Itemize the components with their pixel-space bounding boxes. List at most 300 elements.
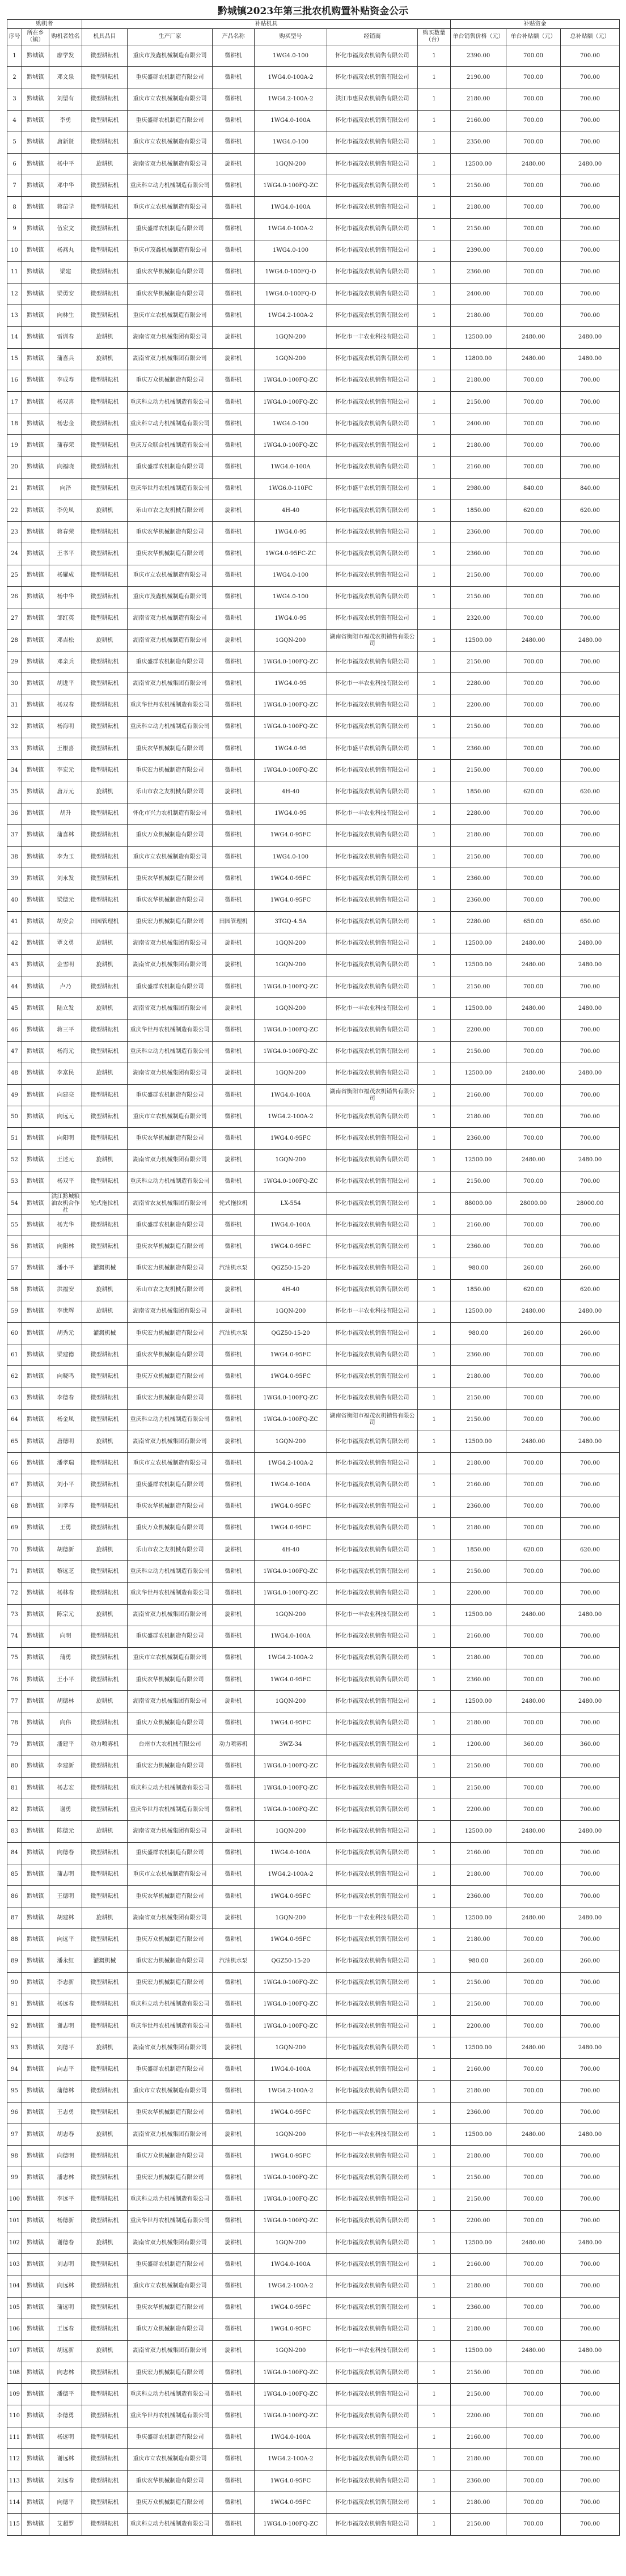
manufacturer-cell: 重庆市立农机械制造有限公司 [128, 2080, 213, 2102]
quantity-cell: 1 [418, 652, 451, 673]
unit-price-cell: 2200.00 [451, 1583, 506, 1604]
manufacturer-cell: 湖南省双力机械集团有限公司 [128, 348, 213, 370]
model-cell: 1WG4.0-100FQ-ZC [255, 1041, 327, 1063]
machine-category-cell: 微型耕耘机 [82, 2384, 128, 2405]
buyer-name-cell: 蒲远明 [49, 2297, 82, 2319]
product-name-cell: 旋耕机 [213, 1149, 255, 1171]
quantity-cell: 1 [418, 67, 451, 88]
table-row [7, 586, 620, 608]
buyer-name-cell: 邓亲兵 [49, 652, 82, 673]
quantity-cell: 1 [418, 435, 451, 456]
total-subsidy-cell: 2480.00 [561, 1431, 620, 1453]
product-name-cell: 微耕机 [213, 218, 255, 240]
table-row [7, 1929, 620, 1951]
product-name-cell: 微耕机 [213, 1842, 255, 1864]
township-cell: 黔城镇 [22, 846, 49, 868]
product-name-cell: 微耕机 [213, 652, 255, 673]
dealer-cell: 怀化市福茂农机销售有限公司 [327, 2146, 418, 2167]
dealer-cell: 怀化市一丰农业科技有限公司 [327, 1604, 418, 1626]
total-subsidy-cell: 700.00 [561, 132, 620, 153]
manufacturer-cell: 重庆农华机械制造有限公司 [128, 868, 213, 890]
quantity-cell: 1 [418, 1496, 451, 1517]
page-title: 黔城镇2023年第三批农机购置补贴资金公示 [217, 6, 409, 17]
table-row [7, 2427, 620, 2448]
buyer-name-cell: 向林生 [49, 305, 82, 327]
table-row [7, 695, 620, 716]
model-cell: 1WG4.2-100A-2 [255, 2448, 327, 2470]
table-row [7, 2362, 620, 2384]
buyer-name-cell: 蒲志明 [49, 1864, 82, 1885]
row-index-cell: 62 [7, 1366, 22, 1388]
product-name-cell: 微耕机 [213, 2492, 255, 2514]
table-row [7, 110, 620, 132]
product-name-cell: 微耕机 [213, 2254, 255, 2275]
unit-price-cell: 2150.00 [451, 1041, 506, 1063]
product-name-cell: 田园管理机 [213, 911, 255, 933]
township-cell: 黔城镇 [22, 652, 49, 673]
total-subsidy-cell: 700.00 [561, 716, 620, 738]
dealer-cell: 怀化市福茂农机销售有限公司 [327, 976, 418, 998]
township-cell: 黔城镇 [22, 2297, 49, 2319]
quantity-cell: 1 [418, 2254, 451, 2275]
table-row [7, 1994, 620, 2015]
quantity-cell: 1 [418, 2102, 451, 2124]
row-index-cell: 103 [7, 2254, 22, 2275]
total-subsidy-cell: 700.00 [561, 240, 620, 261]
machine-category-cell: 微型耕耘机 [82, 2471, 128, 2492]
manufacturer-cell: 重庆宏力机械制造有限公司 [128, 1258, 213, 1279]
unit-subsidy-cell: 700.00 [506, 2254, 561, 2275]
manufacturer-cell: 湖南省双力机械集团有限公司 [128, 2340, 213, 2362]
township-cell: 黔城镇 [22, 1929, 49, 1951]
unit-price-cell: 2160.00 [451, 1215, 506, 1236]
total-subsidy-cell: 700.00 [561, 1561, 620, 1583]
model-cell: 1WG4.0-100FQ-D [255, 261, 327, 283]
model-cell: 1WG4.0-100FQ-ZC [255, 2210, 327, 2232]
manufacturer-cell: 重庆万众机械制造有限公司 [128, 1366, 213, 1388]
quantity-cell: 1 [418, 954, 451, 976]
buyer-name-cell: 刘小平 [49, 1474, 82, 1496]
unit-subsidy-cell: 700.00 [506, 1496, 561, 1517]
quantity-cell: 1 [418, 998, 451, 1020]
buyer-name-cell: 向福晓 [49, 456, 82, 478]
township-cell: 黔城镇 [22, 1388, 49, 1409]
total-subsidy-cell: 2480.00 [561, 2340, 620, 2362]
manufacturer-cell: 重庆盛群农机制造有限公司 [128, 2059, 213, 2080]
manufacturer-cell: 重庆市立农机械制造有限公司 [128, 565, 213, 586]
quantity-cell: 1 [418, 45, 451, 67]
machine-category-cell: 微型耕耘机 [82, 543, 128, 565]
total-subsidy-cell: 700.00 [561, 1106, 620, 1128]
buyer-name-cell: 王志勇 [49, 2102, 82, 2124]
total-subsidy-cell: 2480.00 [561, 2232, 620, 2253]
unit-price-cell: 2150.00 [451, 716, 506, 738]
dealer-cell: 怀化市福茂农机销售有限公司 [327, 586, 418, 608]
table-row [7, 1604, 620, 1626]
township-cell: 黔城镇 [22, 543, 49, 565]
total-subsidy-cell: 700.00 [561, 456, 620, 478]
manufacturer-cell: 重庆市立农机械制造有限公司 [128, 197, 213, 218]
product-name-cell: 微耕机 [213, 2102, 255, 2124]
dealer-cell: 湖南省衡阳市福茂农机销售有限公司 [327, 1085, 418, 1106]
total-subsidy-cell: 700.00 [561, 110, 620, 132]
dealer-cell: 怀化市福茂农机销售有限公司 [327, 933, 418, 954]
model-cell: 1WG4.0-95 [255, 608, 327, 629]
unit-subsidy-cell: 700.00 [506, 2210, 561, 2232]
buyer-name-cell: 向阳明 [49, 1128, 82, 1149]
unit-price-cell: 2360.00 [451, 738, 506, 760]
model-cell: 1WG4.0-100 [255, 586, 327, 608]
unit-subsidy-cell: 700.00 [506, 1474, 561, 1496]
total-subsidy-cell: 700.00 [561, 1041, 620, 1063]
total-subsidy-cell: 700.00 [561, 586, 620, 608]
township-cell: 黔城镇 [22, 1604, 49, 1626]
dealer-cell: 怀化市福茂农机销售有限公司 [327, 218, 418, 240]
table-row [7, 1864, 620, 1885]
quantity-cell: 1 [418, 110, 451, 132]
manufacturer-cell: 重庆科立动力机械制造有限公司 [128, 392, 213, 413]
column-header: 购买数量（台） [418, 29, 451, 45]
unit-price-cell: 88000.00 [451, 1192, 506, 1214]
township-cell: 黔城镇 [22, 522, 49, 543]
unit-price-cell: 2150.00 [451, 1409, 506, 1431]
buyer-name-cell: 洪福安 [49, 1279, 82, 1301]
unit-subsidy-cell: 260.00 [506, 1258, 561, 1279]
township-cell: 黔城镇 [22, 1583, 49, 1604]
machine-category-cell: 微型耕耘机 [82, 652, 128, 673]
machine-category-cell: 微型耕耘机 [82, 1561, 128, 1583]
unit-price-cell: 2160.00 [451, 1626, 506, 1647]
quantity-cell: 1 [418, 1106, 451, 1128]
row-index-cell: 49 [7, 1085, 22, 1106]
manufacturer-cell: 重庆市立农机械制造有限公司 [128, 1106, 213, 1128]
manufacturer-cell: 重庆农华机械制造有限公司 [128, 261, 213, 283]
total-subsidy-cell: 700.00 [561, 1778, 620, 1799]
total-subsidy-cell: 700.00 [561, 543, 620, 565]
product-name-cell: 旋耕机 [213, 500, 255, 521]
unit-subsidy-cell: 2480.00 [506, 1431, 561, 1453]
table-row [7, 1020, 620, 1041]
buyer-name-cell: 蒋三平 [49, 1020, 82, 1041]
row-index-cell: 74 [7, 1626, 22, 1647]
dealer-cell: 怀化市福茂农机销售有限公司 [327, 1929, 418, 1951]
township-cell: 黔城镇 [22, 1258, 49, 1279]
quantity-cell: 1 [418, 478, 451, 500]
manufacturer-cell: 重庆市立农机械制造有限公司 [128, 1453, 213, 1474]
machine-category-cell: 微型耕耘机 [82, 2146, 128, 2167]
buyer-name-cell: 杨德新 [49, 2210, 82, 2232]
buyer-name-cell: 李成寿 [49, 370, 82, 391]
machine-category-cell: 微型耕耘机 [82, 716, 128, 738]
row-index-cell: 93 [7, 2037, 22, 2059]
table-row [7, 2471, 620, 2492]
dealer-cell: 怀化市福茂农机销售有限公司 [327, 1885, 418, 1907]
machine-category-cell: 微型耕耘机 [82, 695, 128, 716]
product-name-cell: 微耕机 [213, 1409, 255, 1431]
buyer-name-cell: 伍宏文 [49, 218, 82, 240]
township-cell: 黔城镇 [22, 824, 49, 846]
township-cell: 黔城镇 [22, 2254, 49, 2275]
model-cell: 1GQN-200 [255, 933, 327, 954]
unit-subsidy-cell: 700.00 [506, 284, 561, 305]
dealer-cell: 怀化市福茂农机销售有限公司 [327, 2448, 418, 2470]
row-index-cell: 90 [7, 1972, 22, 1994]
product-name-cell: 微耕机 [213, 1517, 255, 1539]
model-cell: 1WG4.0-100 [255, 565, 327, 586]
unit-subsidy-cell: 700.00 [506, 1517, 561, 1539]
manufacturer-cell: 乐山市农之友机械有限公司 [128, 781, 213, 803]
quantity-cell: 1 [418, 153, 451, 175]
total-subsidy-cell: 700.00 [561, 522, 620, 543]
product-name-cell: 微耕机 [213, 1626, 255, 1647]
manufacturer-cell: 重庆盛群农机制造有限公司 [128, 1842, 213, 1864]
township-cell: 黔城镇 [22, 327, 49, 348]
dealer-cell: 怀化市福茂农机销售有限公司 [327, 1821, 418, 1842]
township-cell: 黔城镇 [22, 2275, 49, 2297]
table-row [7, 1539, 620, 1560]
township-cell: 黔城镇 [22, 2232, 49, 2253]
product-name-cell: 微耕机 [213, 1778, 255, 1799]
manufacturer-cell: 重庆农华机械制造有限公司 [128, 2102, 213, 2124]
product-name-cell: 旋耕机 [213, 1301, 255, 1322]
buyer-name-cell: 刘孝春 [49, 1496, 82, 1517]
unit-subsidy-cell: 700.00 [506, 456, 561, 478]
product-name-cell: 微耕机 [213, 88, 255, 110]
dealer-cell: 怀化市福茂农机销售有限公司 [327, 760, 418, 781]
machine-category-cell: 微型耕耘机 [82, 868, 128, 890]
buyer-name-cell: 杨双喜 [49, 392, 82, 413]
table-row [7, 1799, 620, 1821]
table-row [7, 2102, 620, 2124]
quantity-cell: 1 [418, 1842, 451, 1864]
product-name-cell: 微耕机 [213, 695, 255, 716]
manufacturer-cell: 重庆科立动力机械制造有限公司 [128, 1171, 213, 1192]
buyer-name-cell: 蒋春荣 [49, 522, 82, 543]
unit-price-cell: 2200.00 [451, 2210, 506, 2232]
document [7, 3, 619, 2536]
product-name-cell: 微耕机 [213, 45, 255, 67]
table-row [7, 1236, 620, 1258]
manufacturer-cell: 重庆科立动力机械制造有限公司 [128, 716, 213, 738]
township-cell: 黔城镇 [22, 240, 49, 261]
total-subsidy-cell: 2480.00 [561, 2037, 620, 2059]
unit-price-cell: 2400.00 [451, 413, 506, 435]
dealer-cell: 怀化市福茂农机销售有限公司 [327, 2037, 418, 2059]
manufacturer-cell: 湖南省双力机械集团有限公司 [128, 2037, 213, 2059]
product-name-cell: 旋耕机 [213, 781, 255, 803]
township-cell: 黔城镇 [22, 2016, 49, 2037]
quantity-cell: 1 [418, 1020, 451, 1041]
row-index-cell: 40 [7, 890, 22, 911]
machine-category-cell: 微型耕耘机 [82, 1517, 128, 1539]
quantity-cell: 1 [418, 2037, 451, 2059]
model-cell: 1WG4.0-100FQ-ZC [255, 1972, 327, 1994]
buyer-name-cell: 梁勇安 [49, 284, 82, 305]
model-cell: 1WG4.0-95FC [255, 2102, 327, 2124]
row-index-cell: 76 [7, 1669, 22, 1691]
machine-category-cell: 微型耕耘机 [82, 1778, 128, 1799]
machine-category-cell: 微型耕耘机 [82, 88, 128, 110]
township-cell: 黔城镇 [22, 1236, 49, 1258]
total-subsidy-cell: 260.00 [561, 1323, 620, 1344]
row-index-cell: 96 [7, 2102, 22, 2124]
township-cell: 黔城镇 [22, 716, 49, 738]
row-index-cell: 66 [7, 1453, 22, 1474]
manufacturer-cell: 重庆万众联合机械制造有限公司 [128, 435, 213, 456]
manufacturer-cell: 湖南省双力机械集团有限公司 [128, 933, 213, 954]
row-index-cell: 77 [7, 1691, 22, 1712]
row-index-cell: 53 [7, 1171, 22, 1192]
row-index-cell: 86 [7, 1885, 22, 1907]
unit-subsidy-cell: 700.00 [506, 1344, 561, 1366]
row-index-cell: 42 [7, 933, 22, 954]
unit-subsidy-cell: 700.00 [506, 2275, 561, 2297]
table-row [7, 911, 620, 933]
manufacturer-cell: 重庆盛群农机制造有限公司 [128, 652, 213, 673]
unit-price-cell: 2360.00 [451, 2297, 506, 2319]
buyer-name-cell: 王远春 [49, 2319, 82, 2340]
township-cell: 黔城镇 [22, 1301, 49, 1322]
buyer-name-cell: 向德明 [49, 2146, 82, 2167]
dealer-cell: 怀化市福茂农机销售有限公司 [327, 2427, 418, 2448]
column-header-row [7, 29, 620, 45]
unit-price-cell: 2160.00 [451, 2254, 506, 2275]
row-index-cell: 7 [7, 175, 22, 197]
table-row [7, 2232, 620, 2253]
unit-price-cell: 2180.00 [451, 2319, 506, 2340]
machine-category-cell: 微型耕耘机 [82, 2102, 128, 2124]
total-subsidy-cell: 700.00 [561, 1344, 620, 1366]
buyer-name-cell: 蒋苗学 [49, 197, 82, 218]
township-cell: 黔城镇 [22, 1864, 49, 1885]
total-subsidy-cell: 700.00 [561, 868, 620, 890]
machine-category-cell: 微型耕耘机 [82, 1583, 128, 1604]
unit-subsidy-cell: 700.00 [506, 1885, 561, 1907]
unit-price-cell: 2390.00 [451, 240, 506, 261]
total-subsidy-cell: 2480.00 [561, 1604, 620, 1626]
unit-price-cell: 2360.00 [451, 1236, 506, 1258]
model-cell: 3WZ-34 [255, 1734, 327, 1756]
township-cell: 黔城镇 [22, 218, 49, 240]
machine-category-cell: 微型耕耘机 [82, 218, 128, 240]
unit-price-cell: 12500.00 [451, 1691, 506, 1712]
model-cell: 1WG4.0-100A [255, 2254, 327, 2275]
unit-subsidy-cell: 700.00 [506, 1561, 561, 1583]
manufacturer-cell: 重庆农华机械制造有限公司 [128, 543, 213, 565]
row-index-cell: 79 [7, 1734, 22, 1756]
township-cell: 黔城镇 [22, 2405, 49, 2427]
model-cell: 1WG4.0-100 [255, 846, 327, 868]
unit-subsidy-cell: 650.00 [506, 911, 561, 933]
total-subsidy-cell: 840.00 [561, 478, 620, 500]
product-name-cell: 微耕机 [213, 1474, 255, 1496]
dealer-cell: 怀化市福茂农机销售有限公司 [327, 1020, 418, 1041]
total-subsidy-cell: 2480.00 [561, 1063, 620, 1084]
dealer-cell: 怀化市福茂农机销售有限公司 [327, 1517, 418, 1539]
unit-subsidy-cell: 700.00 [506, 88, 561, 110]
model-cell: 1WG4.0-100A-2 [255, 67, 327, 88]
quantity-cell: 1 [418, 2448, 451, 2470]
table-row [7, 673, 620, 695]
unit-subsidy-cell: 700.00 [506, 1388, 561, 1409]
manufacturer-cell: 重庆华世丹农机械制造有限公司 [128, 1583, 213, 1604]
machine-category-cell: 微型耕耘机 [82, 2080, 128, 2102]
table-row [7, 1366, 620, 1388]
manufacturer-cell: 重庆农华机械制造有限公司 [128, 1669, 213, 1691]
dealer-cell: 怀化市福茂农机销售有限公司 [327, 2492, 418, 2514]
unit-subsidy-cell: 700.00 [506, 1041, 561, 1063]
dealer-cell: 怀化市盛平农机销售有限公司 [327, 478, 418, 500]
machine-category-cell: 微型耕耘机 [82, 1388, 128, 1409]
product-name-cell: 汽油机水泵 [213, 1951, 255, 1972]
unit-subsidy-cell: 28000.00 [506, 1192, 561, 1214]
machine-category-cell: 微型耕耘机 [82, 1344, 128, 1366]
row-index-cell: 56 [7, 1236, 22, 1258]
dealer-cell: 怀化市福茂农机销售有限公司 [327, 1474, 418, 1496]
row-index-cell: 21 [7, 478, 22, 500]
row-index-cell: 80 [7, 1756, 22, 1777]
buyer-name-cell: 邓中华 [49, 175, 82, 197]
dealer-cell: 怀化市福茂农机销售有限公司 [327, 2405, 418, 2427]
model-cell: 1GQN-200 [255, 1604, 327, 1626]
township-cell: 黔城镇 [22, 2448, 49, 2470]
table-row [7, 413, 620, 435]
row-index-cell: 75 [7, 1647, 22, 1669]
machine-category-cell: 微型耕耘机 [82, 2210, 128, 2232]
dealer-cell: 怀化市福茂农机销售有限公司 [327, 954, 418, 976]
machine-category-cell: 旋耕机 [82, 348, 128, 370]
manufacturer-cell: 湖南省双力机械集团有限公司 [128, 1301, 213, 1322]
manufacturer-cell: 重庆宏力机械制造有限公司 [128, 760, 213, 781]
product-name-cell: 微耕机 [213, 110, 255, 132]
buyer-name-cell: 谢德春 [49, 2232, 82, 2253]
township-cell: 黔城镇 [22, 1821, 49, 1842]
table-row [7, 305, 620, 327]
unit-price-cell: 2180.00 [451, 1864, 506, 1885]
dealer-cell: 怀化市福茂农机销售有限公司 [327, 2254, 418, 2275]
unit-subsidy-cell: 700.00 [506, 413, 561, 435]
buyer-name-cell: 李世辉 [49, 1301, 82, 1322]
total-subsidy-cell: 700.00 [561, 890, 620, 911]
total-subsidy-cell: 700.00 [561, 760, 620, 781]
buyer-name-cell: 胡建林 [49, 1907, 82, 1929]
machine-category-cell: 微型耕耘机 [82, 1474, 128, 1496]
row-index-cell: 91 [7, 1994, 22, 2015]
total-subsidy-cell: 700.00 [561, 608, 620, 629]
unit-price-cell: 12500.00 [451, 327, 506, 348]
township-cell: 黔城镇 [22, 1517, 49, 1539]
unit-subsidy-cell: 2480.00 [506, 2124, 561, 2146]
dealer-cell: 怀化市福茂农机销售有限公司 [327, 1366, 418, 1388]
model-cell: 1WG4.0-100FQ-ZC [255, 760, 327, 781]
machine-category-cell: 微型耕耘机 [82, 1106, 128, 1128]
buyer-name-cell: 李建新 [49, 1756, 82, 1777]
manufacturer-cell: 重庆万众机械制造有限公司 [128, 2492, 213, 2514]
quantity-cell: 1 [418, 413, 451, 435]
manufacturer-cell: 重庆市立农机械制造有限公司 [128, 305, 213, 327]
unit-price-cell: 2180.00 [451, 1647, 506, 1669]
buyer-name-cell: 谢勇 [49, 1799, 82, 1821]
machine-category-cell: 微型耕耘机 [82, 586, 128, 608]
table-row [7, 1669, 620, 1691]
model-cell: 1GQN-200 [255, 1301, 327, 1322]
table-row [7, 824, 620, 846]
row-index-cell: 115 [7, 2514, 22, 2535]
manufacturer-cell: 湖南省双力机械集团有限公司 [128, 1149, 213, 1171]
product-name-cell: 微耕机 [213, 846, 255, 868]
model-cell: 1WG4.0-100FQ-ZC [255, 1020, 327, 1041]
unit-price-cell: 12800.00 [451, 348, 506, 370]
